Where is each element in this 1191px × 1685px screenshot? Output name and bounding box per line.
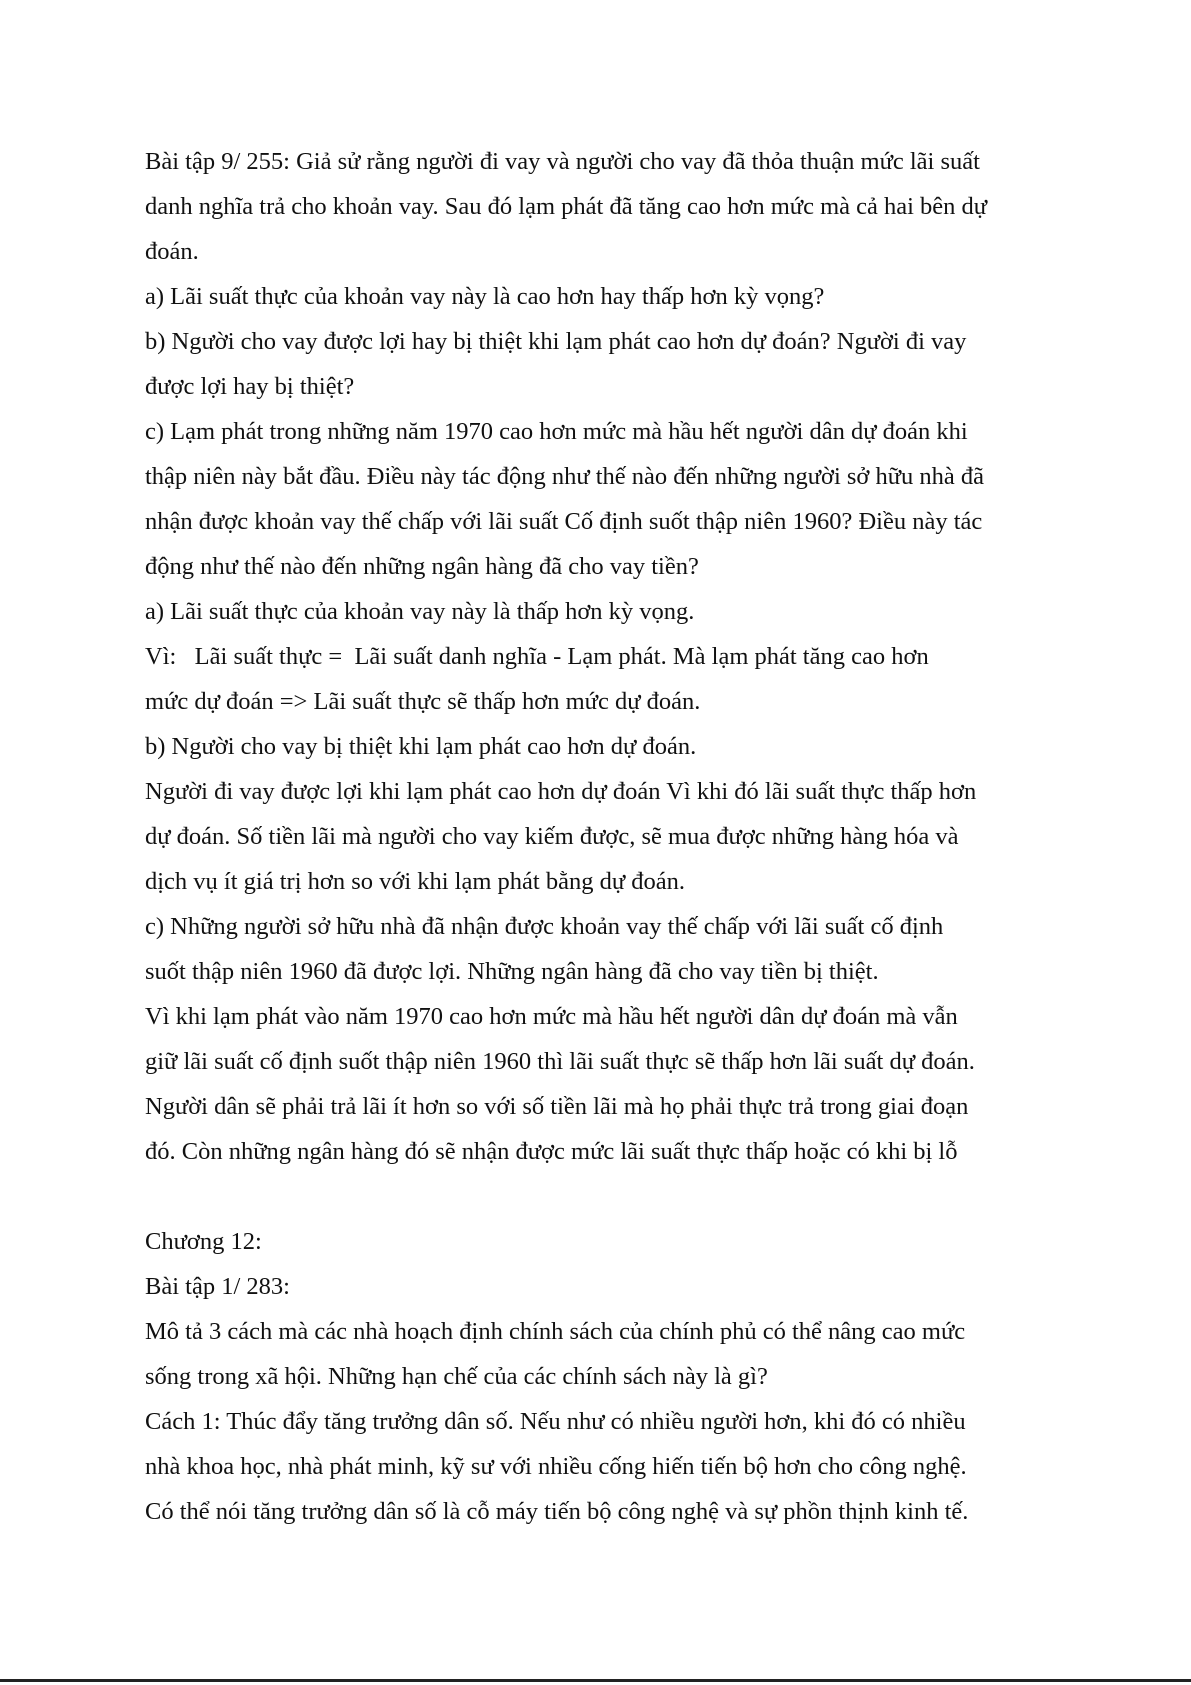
text-line: a) Lãi suất thực của khoản vay này là cao hơn hay thấp hơn kỳ vọng? xyxy=(145,283,825,310)
text-line: được lợi hay bị thiệt? xyxy=(145,373,355,400)
paragraph-gap xyxy=(145,1174,1065,1219)
text-line: dịch vụ ít giá trị hơn so với khi lạm phát bằng dự đoán. xyxy=(145,868,686,895)
text-line: Bài tập 9/ 255: Giả sử rằng người đi vay và người cho vay đã thỏa thuận mức lãi suất xyxy=(145,148,980,175)
text-line: đó. Còn những ngân hàng đó sẽ nhận được mức lãi suất thực thấp hoặc có khi bị lỗ xyxy=(145,1138,958,1165)
text-line: b) Người cho vay được lợi hay bị thiệt khi lạm phát cao hơn dự đoán? Người đi vay xyxy=(145,328,967,355)
text-line: động như thế nào đến những ngân hàng đã cho vay tiền? xyxy=(145,553,699,580)
text-line: Người dân sẽ phải trả lãi ít hơn so với số tiền lãi mà họ phải thực trả trong giai đoạn xyxy=(145,1093,969,1120)
section-exercise-9-255 xyxy=(145,139,1065,1174)
text-line: Mô tả 3 cách mà các nhà hoạch định chính sách của chính phủ có thể nâng cao mức xyxy=(145,1318,966,1345)
text-line: Người đi vay được lợi khi lạm phát cao hơn dự đoán Vì khi đó lãi suất thực thấp hơn xyxy=(145,778,977,805)
page-bottom-rule xyxy=(0,1679,1191,1682)
text-line: nhận được khoản vay thế chấp với lãi suất Cố định suốt thập niên 1960? Điều này tác xyxy=(145,508,983,535)
exercise-heading: Bài tập 1/ 283: xyxy=(145,1273,290,1300)
text-line: dự đoán. Số tiền lãi mà người cho vay kiếm được, sẽ mua được những hàng hóa và xyxy=(145,823,959,850)
text-line: Vì: Lãi suất thực = Lãi suất danh nghĩa - Lạm phát. Mà lạm phát tăng cao hơn xyxy=(145,643,929,670)
text-line: Cách 1: Thúc đẩy tăng trưởng dân số. Nếu như có nhiều người hơn, khi đó có nhiều xyxy=(145,1408,966,1435)
text-line: sống trong xã hội. Những hạn chế của các chính sách này là gì? xyxy=(145,1363,768,1390)
text-line: mức dự đoán => Lãi suất thực sẽ thấp hơn mức dự đoán. xyxy=(145,688,701,715)
text-line: danh nghĩa trả cho khoản vay. Sau đó lạm phát đã tăng cao hơn mức mà cả hai bên dự xyxy=(145,193,988,220)
text-line: c) Lạm phát trong những năm 1970 cao hơn mức mà hầu hết người dân dự đoán khi xyxy=(145,418,968,445)
text-line: a) Lãi suất thực của khoản vay này là thấp hơn kỳ vọng. xyxy=(145,598,695,625)
text-line: b) Người cho vay bị thiệt khi lạm phát cao hơn dự đoán. xyxy=(145,733,697,760)
text-line: c) Những người sở hữu nhà đã nhận được khoản vay thế chấp với lãi suất cố định xyxy=(145,913,944,940)
chapter-heading: Chương 12: xyxy=(145,1228,262,1255)
text-line: đoán. xyxy=(145,238,199,265)
text-line: giữ lãi suất cố định suốt thập niên 1960 thì lãi suất thực sẽ thấp hơn lãi suất dự đoán. xyxy=(145,1048,975,1075)
section-chapter-12 xyxy=(145,1219,1065,1534)
text-line: Vì khi lạm phát vào năm 1970 cao hơn mức mà hầu hết người dân dự đoán mà vẫn xyxy=(145,1003,958,1030)
text-line: thập niên này bắt đầu. Điều này tác động như thế nào đến những người sở hữu nhà đã xyxy=(145,463,985,490)
text-line: nhà khoa học, nhà phát minh, kỹ sư với nhiều cống hiến tiến bộ hơn cho công nghệ. xyxy=(145,1453,967,1480)
text-line: Có thể nói tăng trưởng dân số là cỗ máy tiến bộ công nghệ và sự phồn thịnh kinh tế. xyxy=(145,1498,969,1525)
text-line: suốt thập niên 1960 đã được lợi. Những ngân hàng đã cho vay tiền bị thiệt. xyxy=(145,958,879,985)
document-body xyxy=(145,139,1065,1534)
